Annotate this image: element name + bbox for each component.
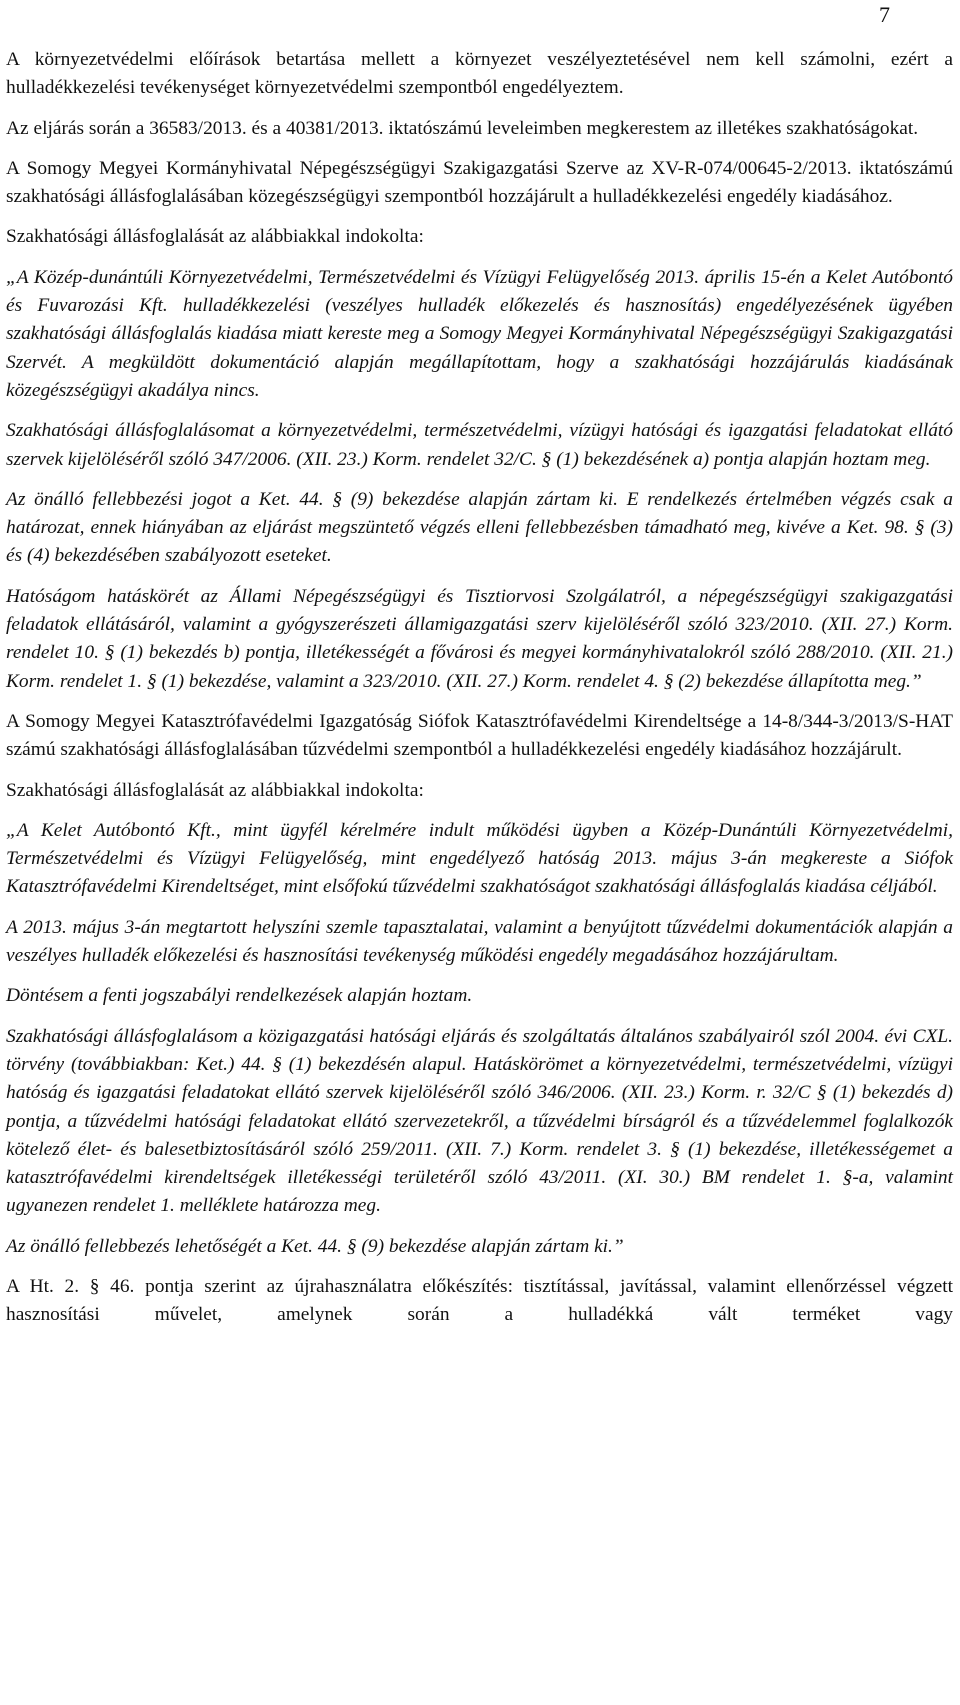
quoted-paragraph: Szakhatósági állásfoglalásom a közigazgatási hatósági eljárás és szolgáltatás általános szabályairól szól 2004. évi CXL. törvény (továbbiakban: Ket.) 44. § (1) bekezdésén alapul. Hatáskörömet a környezetvédelmi, természetvédelmi, vízügyi hatóság és igazgatási feladatokat ellátó szervek kijelöléséről szóló 346/2006. (XII. 23.) Korm. r. 32/C § (1) bekezdés d) pontja, a tűzvédelmi hatósági feladatokat ellátó szervezetekről, a tűzvédelmi bírságról és a tűzvédelemmel foglalkozók kötelező élet- és balesetbiztosításáról szóló 259/2011. (XII. 7.) Korm. rendelet 3. § (1) bekezdése, illetékességemet a katasztrófavédelmi kirendeltségek illetékességi területéről szóló 43/2011. (XI. 30.) BM rendelet 1. §-a, valamint ugyanezen rendelet 1. melléklete határozza meg. <box>6 1025 953 1217</box>
paragraph: A környezetvédelmi előírások betartása mellett a környezet veszélyeztetésével nem kell számolni, ezért a hulladékkezelési tevékenységet környezetvédelmi szempontból engedélyeztem. <box>6 49 953 99</box>
paragraph: Szakhatósági állásfoglalását az alábbiakkal indokolta: <box>6 226 424 248</box>
quoted-paragraph: Az önálló fellebbezési jogot a Ket. 44. § (9) bekezdése alapján zártam ki. E rendelkezés értelmében végzés csak a határozat, ennek hiányában az eljárást megszüntető végzés elleni fellebbezésben támadható meg, kivéve a Ket. 98. § (3) és (4) bekezdésében szabályozott eseteket. <box>6 488 953 567</box>
quoted-paragraph: A 2013. május 3-án megtartott helyszíni szemle tapasztalatai, valamint a benyújtott tűzvédelmi dokumentációk alapján a veszélyes hulladék előkezelési és hasznosítási tevékenység működési engedély megadásához hozzájárultam. <box>6 916 953 967</box>
paragraph: A Somogy Megyei Katasztrófavédelmi Igazgatóság Siófok Katasztrófavédelmi Kirendeltsége a 14-8/344-3/2013/S-HAT számú szakhatósági állásfoglalásában tűzvédelmi szempontból a hulladékkezelési engedély kiadásához hozzájárult. <box>6 710 953 761</box>
quoted-paragraph: „A Kelet Autóbontó Kft., mint ügyfél kérelmére indult működési ügyben a Közép-Dunántúli Környezetvédelmi, Természetvédelmi és Vízügyi Felügyelőség, mint engedélyező hatóság 2013. május 3-án megkereste a Siófok Katasztrófavédelmi Kirendeltséget, mint elsőfokú tűzvédelmi szakhatóságot szakhatósági állásfoglalás kiadása céljából. <box>6 819 953 898</box>
page-number: 7 <box>879 2 890 27</box>
paragraph: Szakhatósági állásfoglalását az alábbiakkal indokolta: <box>6 779 424 801</box>
quoted-paragraph: „A Közép-dunántúli Környezetvédelmi, Természetvédelmi és Vízügyi Felügyelőség 2013. április 15-én a Kelet Autóbontó és Fuvarozási Kft. hulladékkezelési (veszélyes hulladék előkezelés és hasznosítás) engedélyezésének ügyében szakhatósági állásfoglalás kiadása miatt kereste meg a Somogy Megyei Kormányhivatal Népegészségügyi Szakigazgatási Szervét. A megküldött dokumentáció alapján megállapítottam, hogy a szakhatósági hozzájárulás kiadásának közegészségügyi akadálya nincs. <box>6 266 953 401</box>
quoted-paragraph: Szakhatósági állásfoglalásomat a környezetvédelmi, természetvédelmi, vízügyi hatósági és igazgatási feladatokat ellátó szervek kijelöléséről szóló 347/2006. (XII. 23.) Korm. rendelet 32/C. § (1) bekezdésének a) pontja alapján hoztam meg. <box>6 420 953 470</box>
paragraph: A Somogy Megyei Kormányhivatal Népegészségügyi Szakigazgatási Szerve az XV-R-074/00645-2/2013. iktatószámú szakhatósági állásfoglalásában közegészségügyi szempontból hozzájárult a hulladékkezelési engedély kiadásához. <box>6 157 953 208</box>
paragraph: Az eljárás során a 36583/2013. és a 40381/2013. iktatószámú leveleimben megkerestem az illetékes szakhatóságokat. <box>6 117 919 139</box>
quoted-paragraph: Az önálló fellebbezés lehetőségét a Ket. 44. § (9) bekezdése alapján zártam ki.” <box>6 1235 624 1257</box>
quoted-paragraph: Döntésem a fenti jogszabályi rendelkezések alapján hoztam. <box>6 985 473 1007</box>
quoted-paragraph: Hatóságom hatáskörét az Állami Népegészségügyi és Tisztiorvosi Szolgálatról, a népegészségügyi szakigazgatási feladatok ellátásáról, valamint a gyógyszerészeti államigazgatási szerv kijelöléséről szóló 323/2010. (XII. 27.) Korm. rendelet 10. § (1) bekezdés b) pontja, illetékességét a fővárosi és megyei kormányhivatalokról szóló 288/2010. (XII. 21.) Korm. rendelet 1. § (1) bekezdése, valamint a 323/2010. (XII. 27.) Korm. rendelet 4. § (2) bekezdése állapította meg.” <box>6 585 953 692</box>
document-body <box>6 46 953 1330</box>
paragraph: A Ht. 2. § 46. pontja szerint az újrahasználatra előkészítés: tisztítással, javítással, valamint ellenőrzéssel végzett hasznosítási művelet, amelynek során a hulladékká vált terméket vagy <box>6 1275 953 1326</box>
